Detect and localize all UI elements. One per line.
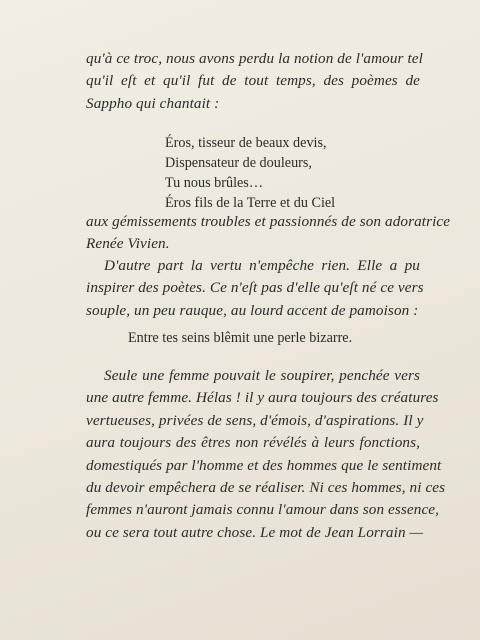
text-line: inspirer des poètes. Ce n'eſt pas d'elle qu'eſt né ce vers [86,279,424,297]
text-line: ou ce sera tout autre chose. Le mot de Jean Lorrain — [86,523,424,541]
text-line: Seule une femme pouvait le soupirer, penchée vers [104,367,420,384]
text-line: aura toujours des êtres non révélés à leurs fonctions, [86,434,420,452]
text-line: vertueuses, privées de sens, d'émois, d'aspirations. Il y [86,411,424,429]
text-line: D'autre part la vertu n'empêche rien. Elle a pu [104,257,420,274]
text-line: souple, un peu rauque, au lourd accent de pamoison : [86,301,419,319]
text-line: une autre femme. Hélas ! il y aura toujours des créatures [86,389,439,407]
paragraph-vertu [86,255,424,322]
verse-line: Éros, tisseur de beaux devis, [165,135,327,151]
verse-line: Tu nous brûles… [165,175,264,191]
verse-line: Dispensateur de douleurs, [165,155,312,171]
text-line: qu'à ce troc, nous avons perdu la notion de l'amour tel [86,50,423,67]
paragraph-renee-vivien [86,211,451,256]
verse-line: Éros fils de la Terre et du Ciel [165,195,336,211]
text-line: aux gémissements troubles et passionnés de son adoratrice [86,213,451,230]
paragraph-seule-une-femme [86,365,446,544]
text-line: du devoir empêchera de se réaliser. Ni ces hommes, ni ces [86,479,446,497]
verse-perle: Entre tes seins blêmit une perle bizarre. [128,330,353,346]
text-line: Renée Vivien. [86,235,170,253]
paragraph-sappho [86,48,423,115]
text-line: Sappho qui chantait : [86,94,220,112]
text-line: qu'il eſt et qu'il fut de tout temps, des poèmes de [86,72,420,90]
text-line: femmes n'auront jamais connu l'amour dans son essence, [86,501,440,519]
verse-eros [165,133,335,213]
text-line: domestiqués par l'homme et des hommes que le sentiment [86,456,442,474]
